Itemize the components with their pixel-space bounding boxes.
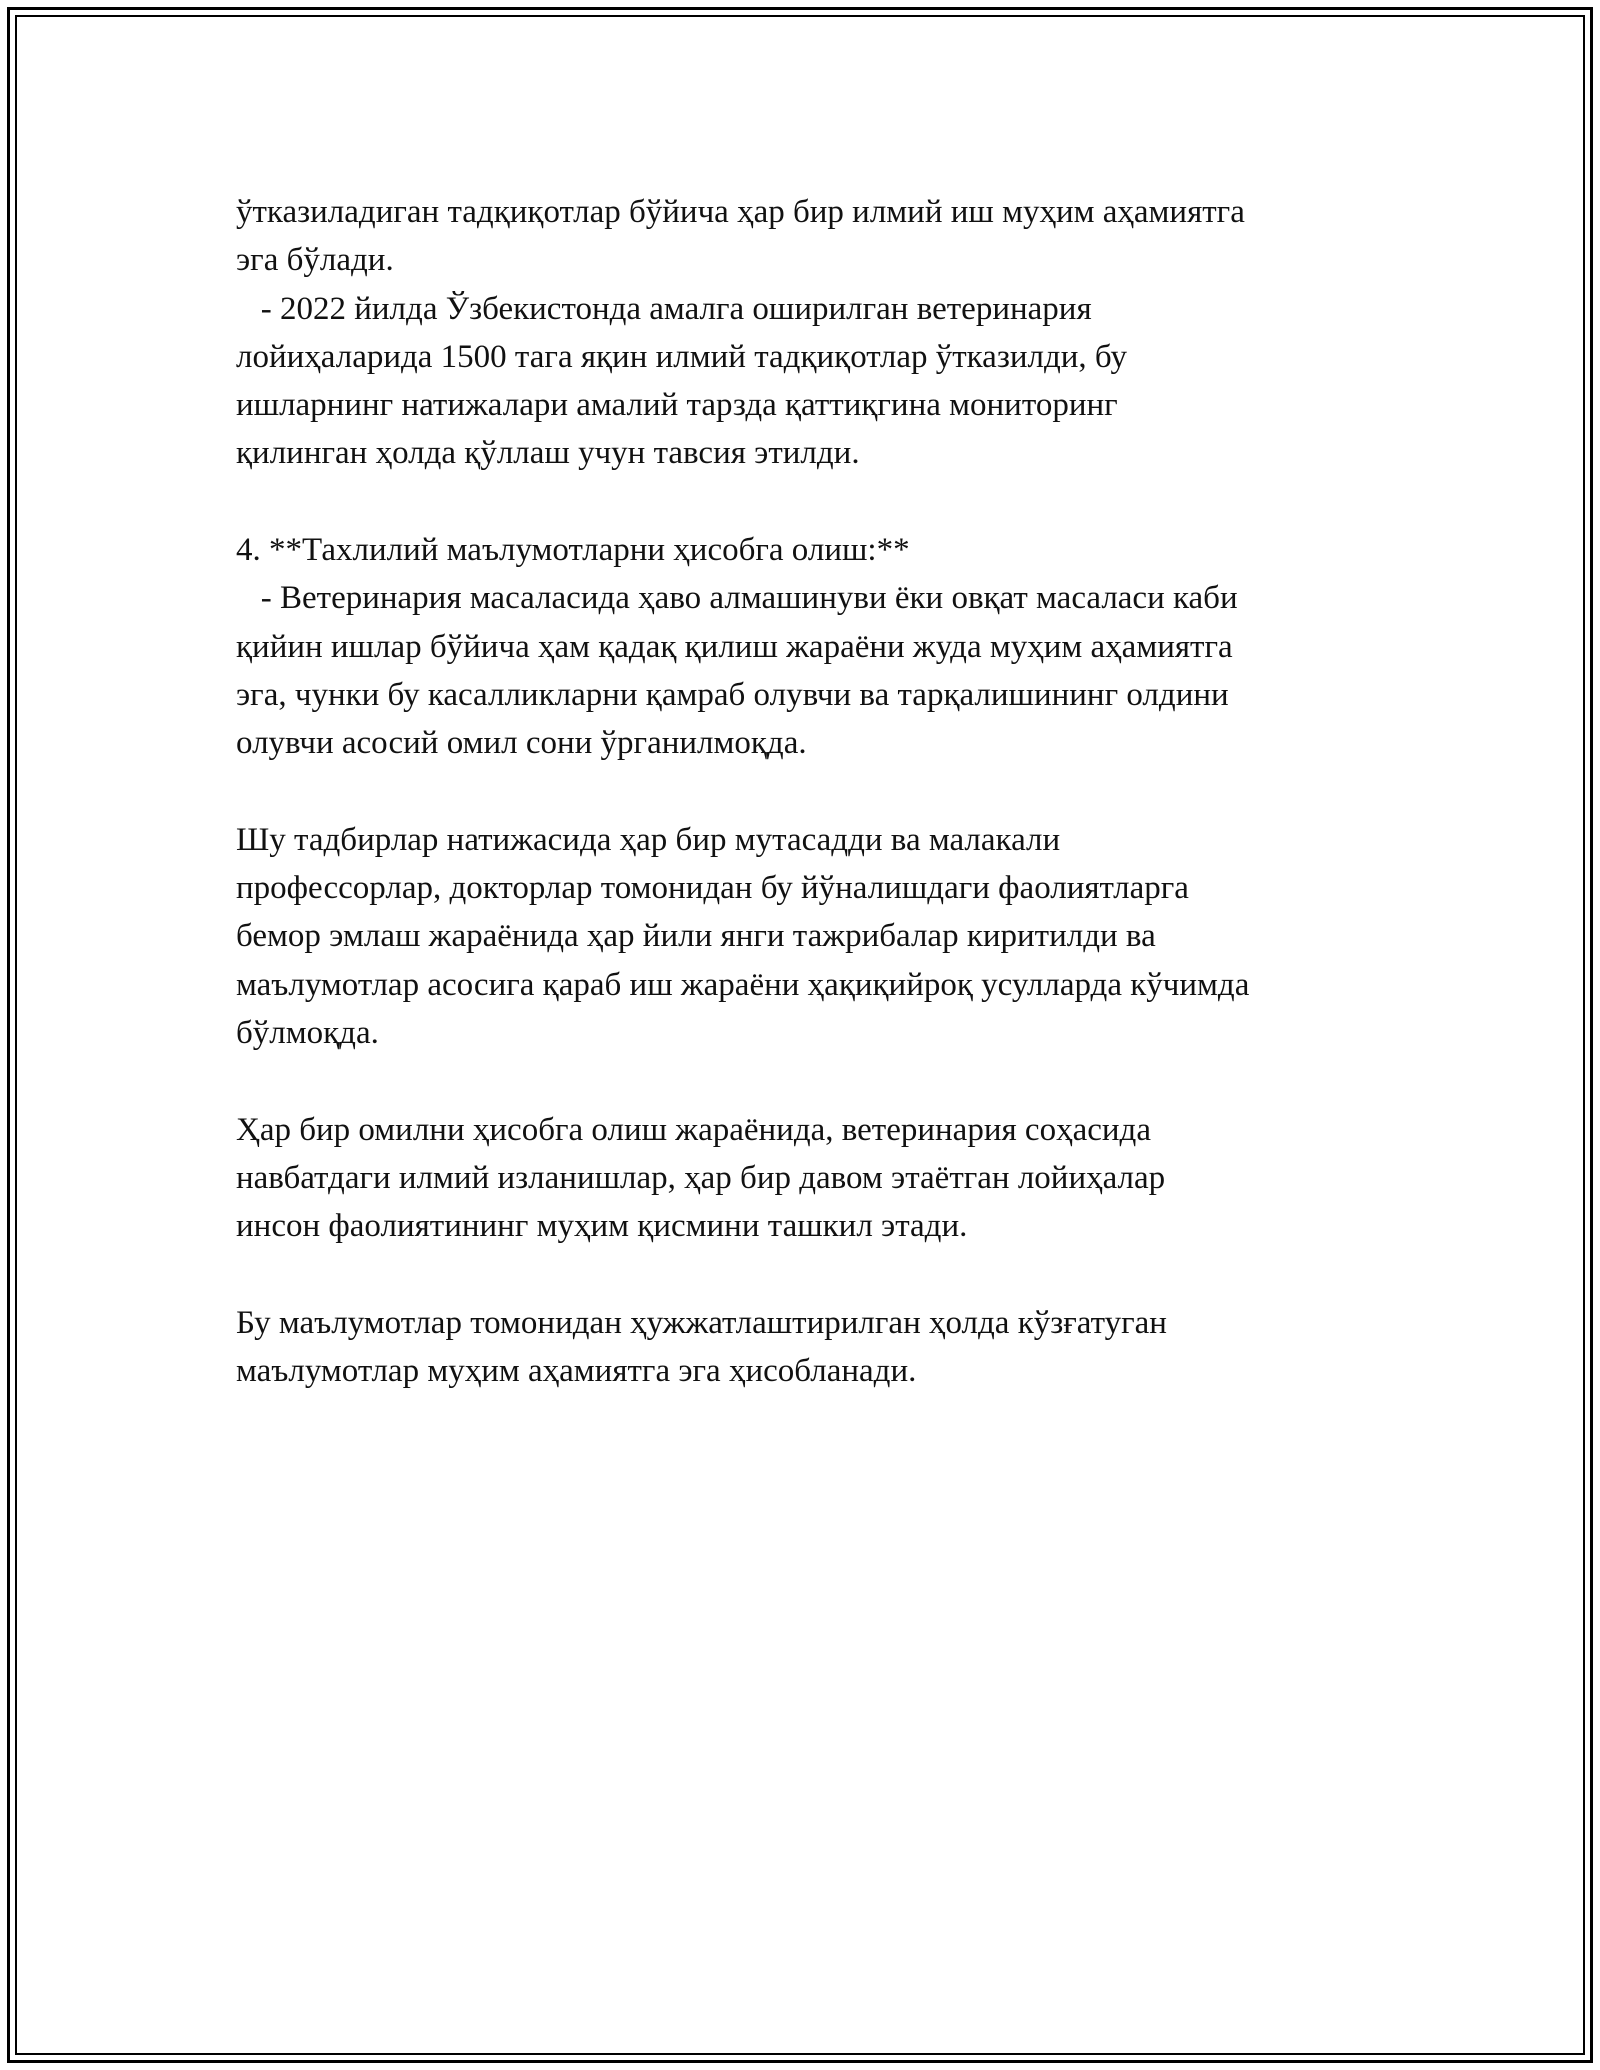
text-line: бемор эмлаш жараёнида ҳар йили янги тажрибалар киритилди ва	[236, 918, 1156, 955]
text-line: ишларнинг натижалари амалий тарзда қаттиқгина мониторинг	[236, 387, 1118, 424]
text-line: - Ветеринария масаласида ҳаво алмашинуви ёки овқат масаласи каби	[236, 580, 1238, 617]
text-line: ўтказиладиган тадқиқотлар бўйича ҳар бир илмий иш муҳим аҳамиятга	[236, 194, 1245, 230]
text-line: Шу тадбирлар натижасида ҳар бир мутасадди ва малакали	[236, 821, 1061, 858]
section-heading: 4. **Тахлилий маълумотларни ҳисобга олиш:**	[236, 532, 910, 569]
text-line: инсон фаолиятининг муҳим қисмини ташкил этади.	[236, 1208, 968, 1245]
blank-line	[236, 478, 1386, 526]
text-line: Ҳар бир омилни ҳисобга олиш жараёнида, ветеринария соҳасида	[236, 1111, 1151, 1148]
text-line: эга бўлади.	[236, 242, 394, 279]
blank-line	[236, 768, 1386, 816]
document-body	[236, 188, 1386, 1395]
blank-line	[236, 1057, 1386, 1105]
text-line: лойиҳаларида 1500 тага яқин илмий тадқиқотлар ўтказилди, бу	[236, 338, 1127, 375]
text-line: маълумотлар асосига қараб иш жараёни ҳақиқийроқ усулларда кўчимда	[236, 966, 1250, 1003]
text-line: олувчи асосий омил сони ўрганилмоқда.	[236, 725, 807, 762]
text-line: қийин ишлар бўйича ҳам қадақ қилиш жараёни жуда муҳим аҳамиятга	[236, 628, 1233, 665]
text-line: бўлмоқда.	[236, 1015, 379, 1052]
text-line: маълумотлар муҳим аҳамиятга эга ҳисобланади.	[236, 1353, 917, 1390]
text-line: Бу маълумотлар томонидан ҳужжатлаштирилган ҳолда кўзғатуган	[236, 1304, 1167, 1341]
blank-line	[236, 1251, 1386, 1299]
text-line: профессорлар, докторлар томонидан бу йўналишдаги фаолиятларга	[236, 870, 1189, 907]
text-line: навбатдаги илмий изланишлар, ҳар бир давом этаётган лойиҳалар	[236, 1159, 1166, 1196]
text-line: эга, чунки бу касалликларни қамраб олувчи ва тарқалишининг олдини	[236, 676, 1229, 713]
text-line: қилинган ҳолда қўллаш учун тавсия этилди.	[236, 435, 860, 472]
text-line: - 2022 йилда Ўзбекистонда амалга оширилган ветеринария	[236, 290, 1092, 327]
